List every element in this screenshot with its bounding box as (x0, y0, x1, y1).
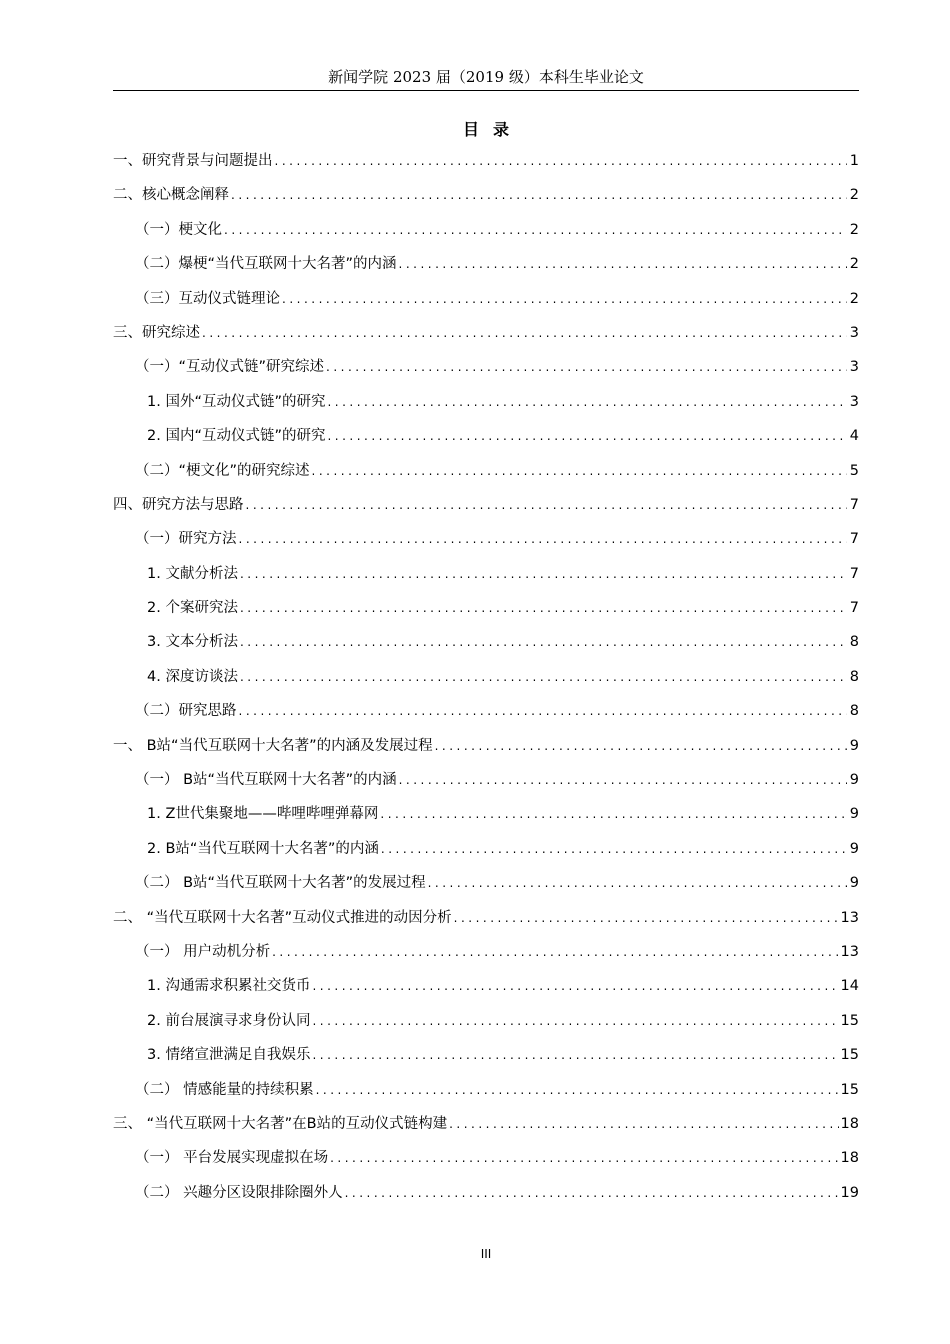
toc-entry-page: 9 (849, 772, 859, 789)
toc-entry-page: 1 (849, 153, 859, 169)
toc-entry[interactable] (113, 353, 859, 387)
toc-leader-dots (275, 147, 848, 175)
toc-entry[interactable] (113, 732, 859, 766)
toc-entry-label: 1. 沟通需求积累社交货币 (147, 978, 311, 995)
toc-entry-label: 3. 情绪宣泄满足自我娱乐 (147, 1047, 311, 1064)
toc-leader-dots (240, 594, 847, 622)
toc-entry-label: 四、研究方法与思路 (113, 496, 244, 513)
toc-entry-label: （二） 情感能量的持续积累 (135, 1081, 314, 1098)
toc-entry-label: （二）爆梗“当代互联网十大名著”的内涵 (135, 256, 397, 273)
toc-entry[interactable] (113, 938, 859, 972)
toc-entry-page: 8 (849, 703, 859, 720)
toc-entry-page: 13 (840, 943, 859, 960)
toc-title: 目录 (462, 120, 523, 139)
toc-entry-page: 7 (849, 531, 859, 548)
toc-entry[interactable] (113, 628, 859, 662)
toc-leader-dots (380, 800, 847, 828)
toc-entry[interactable] (113, 147, 859, 181)
toc-leader-dots (312, 457, 847, 485)
toc-leader-dots (312, 972, 838, 1000)
toc-entry[interactable] (113, 1110, 859, 1144)
toc-entry[interactable] (113, 216, 859, 250)
toc-leader-dots (239, 697, 848, 725)
toc-leader-dots (240, 560, 847, 588)
toc-entry-label: 一、研究背景与问题提出 (113, 153, 273, 169)
toc-entry-page: 3 (849, 359, 859, 376)
toc-leader-dots (454, 904, 839, 932)
toc-entry[interactable] (113, 904, 859, 938)
toc-entry[interactable] (113, 1076, 859, 1110)
toc-entry[interactable] (113, 285, 859, 319)
toc-leader-dots (202, 319, 847, 347)
toc-entry[interactable] (113, 181, 859, 215)
toc-entry-label: 三、研究综述 (113, 324, 200, 341)
toc-entry-page: 15 (840, 1081, 859, 1098)
toc-entry-label: 一、 B站“当代互联网十大名著”的内涵及发展过程 (113, 737, 433, 754)
toc-entry-page: 13 (840, 909, 859, 926)
toc-entry-page: 7 (849, 565, 859, 582)
toc-entry[interactable] (113, 525, 859, 559)
toc-leader-dots (435, 732, 847, 760)
toc-leader-dots (381, 835, 847, 863)
toc-entry-page: 9 (849, 840, 859, 857)
toc-entry[interactable] (113, 869, 859, 903)
toc-entry-page: 7 (849, 600, 859, 617)
toc-leader-dots (240, 628, 847, 656)
toc-entry-page: 2 (849, 290, 859, 307)
toc-leader-dots (224, 216, 847, 244)
toc-entry-page: 7 (849, 496, 859, 513)
toc-entry-page: 19 (840, 1184, 859, 1201)
toc-leader-dots (345, 1179, 839, 1207)
toc-entry-label: （二）“梗文化”的研究综述 (135, 462, 310, 479)
toc-entry-label: （一） B站“当代互联网十大名著”的内涵 (135, 772, 397, 789)
toc-leader-dots (327, 388, 847, 416)
toc-entry[interactable] (113, 388, 859, 422)
toc-entry-label: 2. 前台展演寻求身份认同 (147, 1012, 311, 1029)
toc-entry-label: 2. 个案研究法 (147, 600, 238, 617)
toc-entry-label: （三）互动仪式链理论 (135, 290, 280, 307)
toc-entry-label: 2. B站“当代互联网十大名著”的内涵 (147, 840, 379, 857)
toc-entry-page: 18 (840, 1150, 859, 1167)
toc-entry-page: 18 (840, 1115, 859, 1132)
toc-entry[interactable] (113, 560, 859, 594)
toc-leader-dots (282, 285, 847, 313)
header-rule (113, 90, 859, 91)
toc-entry-label: （一）梗文化 (135, 221, 222, 238)
toc-leader-dots (326, 353, 847, 381)
toc-leader-dots (231, 181, 847, 209)
toc-leader-dots (399, 766, 847, 794)
toc-entry[interactable] (113, 491, 859, 525)
toc-entry-page: 14 (840, 978, 859, 995)
toc-entry-label: （一）“互动仪式链”研究综述 (135, 359, 325, 376)
toc-leader-dots (449, 1110, 838, 1138)
toc-entry-label: （一） 用户动机分析 (135, 943, 271, 960)
toc-leader-dots (327, 422, 847, 450)
toc-entry-page: 3 (849, 324, 859, 341)
toc-entry-label: 1. 文献分析法 (147, 565, 238, 582)
toc-leader-dots (312, 1007, 838, 1035)
toc-entry[interactable] (113, 1041, 859, 1075)
toc-entry[interactable] (113, 250, 859, 284)
toc-entry[interactable] (113, 766, 859, 800)
toc-entry-page: 5 (849, 462, 859, 479)
toc-entry-page: 9 (849, 806, 859, 823)
toc-entry-page: 15 (840, 1012, 859, 1029)
toc-entry-label: 4. 深度访谈法 (147, 668, 238, 685)
toc-entry[interactable] (113, 835, 859, 869)
toc-entry-page: 15 (840, 1047, 859, 1064)
toc-entry-page: 9 (849, 875, 859, 892)
toc-leader-dots (316, 1076, 839, 1104)
toc-leader-dots (240, 663, 847, 691)
toc-entry-label: （一） 平台发展实现虚拟在场 (135, 1150, 329, 1167)
toc-entry[interactable] (113, 422, 859, 456)
toc-leader-dots (399, 250, 847, 278)
toc-entry-label: 1. 国外“互动仪式链”的研究 (147, 393, 326, 410)
toc-entry-label: 三、 “当代互联网十大名著”在B站的互动仪式链构建 (113, 1115, 448, 1132)
toc-entry[interactable] (113, 972, 859, 1006)
toc-leader-dots (272, 938, 838, 966)
table-of-contents (113, 147, 859, 1213)
toc-entry[interactable] (113, 800, 859, 834)
page-number: III (480, 1247, 492, 1261)
toc-entry-label: 1. Z世代集聚地——哔哩哔哩弹幕网 (147, 806, 379, 823)
toc-entry-label: （一）研究方法 (135, 531, 237, 548)
toc-leader-dots (239, 525, 848, 553)
toc-leader-dots (312, 1041, 838, 1069)
toc-entry-page: 2 (849, 256, 859, 273)
toc-entry-label: 二、 “当代互联网十大名著”互动仪式推进的动因分析 (113, 909, 452, 926)
toc-entry-label: （二） 兴趣分区设限排除圈外人 (135, 1184, 343, 1201)
toc-entry[interactable] (113, 319, 859, 353)
toc-leader-dots (428, 869, 847, 897)
toc-entry-label: （二） B站“当代互联网十大名著”的发展过程 (135, 875, 426, 892)
toc-entry[interactable] (113, 457, 859, 491)
toc-entry-page: 8 (849, 634, 859, 651)
toc-entry-page: 8 (849, 668, 859, 685)
running-header: 新闻学院 2023 届（2019 级）本科生毕业论文 (328, 68, 644, 86)
toc-entry-label: （二）研究思路 (135, 703, 237, 720)
toc-entry[interactable] (113, 663, 859, 697)
toc-entry[interactable] (113, 697, 859, 731)
toc-leader-dots (246, 491, 848, 519)
toc-entry[interactable] (113, 1144, 859, 1178)
toc-entry-page: 2 (849, 187, 859, 204)
toc-entry-label: 3. 文本分析法 (147, 634, 238, 651)
toc-entry-page: 4 (849, 428, 859, 445)
toc-entry-label: 二、核心概念阐释 (113, 187, 229, 204)
toc-entry-page: 3 (849, 393, 859, 410)
toc-entry-label: 2. 国内“互动仪式链”的研究 (147, 428, 326, 445)
toc-entry-page: 9 (849, 737, 859, 754)
toc-entry[interactable] (113, 594, 859, 628)
toc-leader-dots (330, 1144, 838, 1172)
toc-entry[interactable] (113, 1007, 859, 1041)
toc-entry[interactable] (113, 1179, 859, 1213)
toc-entry-page: 2 (849, 221, 859, 238)
